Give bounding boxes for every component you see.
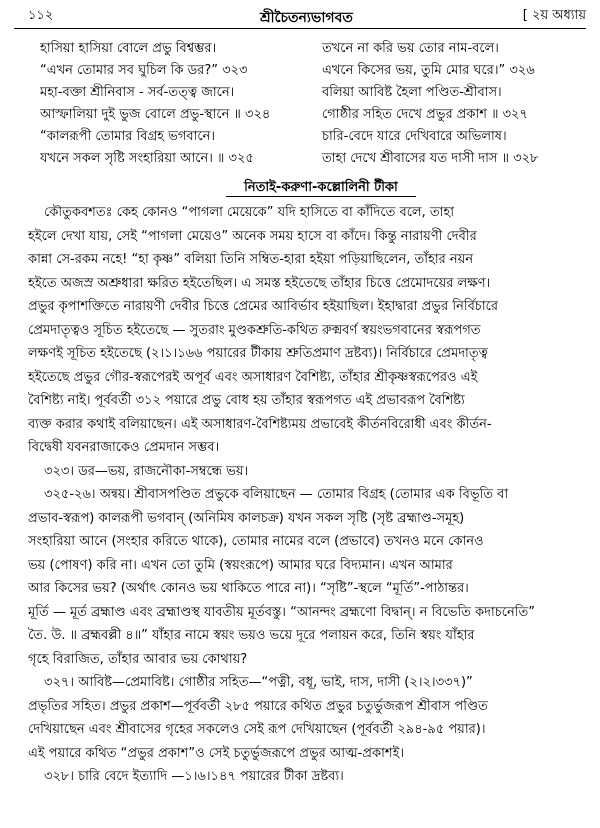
commentary-line-text: গৃহে বিরাজিত, তাঁহার আবার ভয় কোথায়? xyxy=(28,651,248,667)
verse-line xyxy=(0,80,600,102)
commentary-line xyxy=(0,247,600,271)
commentary-line-text: প্রভৃতির সহিত। প্রভুর প্রকাশ—পূর্ববর্তী ২৮৫ পয়ারে কথিত প্রভুর চতুর্ভুজরূপ শ্রীবাস পণ্ডিত xyxy=(28,698,488,714)
commentary-line-text: তৈ. উ. ॥ ব্রহ্মবল্লী ৪॥” যাঁহার নামে স্বয়ং ভয়ও ভয়ে দূরে পলায়ন করে, তিনি স্বয়ং যাঁহার xyxy=(28,628,475,643)
commentary-line xyxy=(0,529,600,553)
verse-left: আস্ফালিয়া দুই ভুজ বোলে প্রভু-স্থানে ॥ ৩২৪ xyxy=(40,107,271,122)
commentary-line xyxy=(0,412,600,436)
commentary-line-text: হইতে অজস্র অশ্রুধারা ক্ষরিত হইতেছিল। এ সমস্ত হইতেছে তাঁহার চিত্তে প্রেমোদয়ের লক্ষণ। xyxy=(28,275,491,291)
verse-right: গোষ্ঠীর সহিত দেখে প্রভুর প্রকাশ ॥ ৩২৭ xyxy=(322,107,528,122)
commentary-line xyxy=(0,318,600,342)
verse-left: “এখন তোমার সব ঘুচিল কি ডর?” ৩২৩ xyxy=(40,63,248,78)
commentary-line xyxy=(0,694,600,718)
commentary-line xyxy=(0,670,600,694)
verse-right: এখনে কিসের ভয়, তুমি মোর ঘরে।” ৩২৬ xyxy=(322,63,535,78)
commentary-line xyxy=(0,576,600,600)
commentary-title-rule xyxy=(226,196,416,197)
verse-left: মহা-বক্তা শ্রীনিবাস - সর্ব-তত্ত্ব জানে। xyxy=(40,85,235,100)
commentary-line xyxy=(0,388,600,412)
commentary-line-text: ব্যক্ত করার কথাই বলিয়াছেন। এই অসাধারণ-বৈশিষ্ট্যময় প্রভাবেই কীর্তনবিরোধী এবং কীর্তন- xyxy=(28,416,492,432)
commentary-line-text: ভয় (পোষণ) করি না। এখন তো তুমি (স্বয়ংরূপে) আমার ঘরে বিদ্যমান। এখন আমার xyxy=(28,557,453,573)
commentary-line xyxy=(0,647,600,671)
verse-block xyxy=(0,36,600,168)
commentary-line-text: ৩২৮। চারি বেদে ইত্যাদি —১।৬।১৪৭ পয়ারের টীকা দ্রষ্টব্য। xyxy=(44,769,344,784)
commentary-line xyxy=(0,741,600,765)
commentary-line-text: কৌতুকবশতঃ কেহ কোনও “পাগলা মেয়েকে” যদি হাসিতে বা কাঁদিতে বলে, তাহা xyxy=(44,205,454,220)
book-title: শ্রীচৈতন্যভাগবত xyxy=(260,10,353,26)
commentary-line xyxy=(0,224,600,248)
commentary-line xyxy=(0,553,600,577)
commentary-line-text: হইলে দেখা যায়, সেই “পাগলা মেয়েও” অনেক সময় হাসে বা কাঁদে। কিন্তু নারায়ণী দেবীর xyxy=(28,228,477,244)
commentary-line-text: ৩২৫-২৬। অন্বয়। শ্রীবাসপণ্ডিত প্রভুকে বলিয়াছেন — তোমার বিগ্রহ (তোমার এক বিভূতি বা xyxy=(44,487,509,502)
verse-left: “কালরূপী তোমার বিগ্রহ ভগবানে। xyxy=(40,129,215,144)
commentary-line xyxy=(0,294,600,318)
commentary-line-text: প্রেমদাতৃত্বও সূচিত হইতেছে — সুতরাং মুণ্ডকশ্রুতি-কথিত রুক্মবর্ণ স্বয়ংভগবানের স্বরূপগত xyxy=(28,322,481,338)
commentary-line-text: এই পয়ারে কথিত “প্রভুর প্রকাশ”ও সেই চতুর্ভুজরূপে প্রভুর আত্ম-প্রকাশই। xyxy=(28,745,404,761)
commentary-line-text: লক্ষণই সূচিত হইতেছে (২।১।১৬৬ পয়ারের টীকায় শ্রুতিপ্রমাণ দ্রষ্টব্য)। নির্বিচারে প্রেমদাতৃত্ব xyxy=(28,346,488,361)
commentary-line-text: সংহারিয়া আনে (সংহার করিতে থাকে), তোমার নামের বলে (প্রভাবে) তখনও মনে কোনও xyxy=(28,534,484,549)
commentary-line-text: আর কিসের ভয়? (অর্থাৎ কোনও ভয় থাকিতে পারে না)। “সৃষ্টি”-স্থলে “মূর্তি”-পাঠান্তর। xyxy=(28,581,469,596)
commentary-line xyxy=(0,341,600,365)
commentary-line xyxy=(0,435,600,459)
commentary-line-text: বিদ্বেষী যবনরাজাকেও প্রেমদান সম্ভব। xyxy=(28,440,220,455)
verse-right: তাহা দেখে শ্রীবাসের যত দাসী দাস ॥ ৩২৮ xyxy=(322,151,539,166)
commentary-line xyxy=(0,600,600,624)
commentary-line-text: প্রভাব-স্বরূপ) কালরূপী ভগবান্ (অনিমিষ কালচক্র) যখন সকল সৃষ্টি (সৃষ্ট ব্রহ্মাণ্ড-সমূহ) xyxy=(28,510,465,526)
verse-right: তখনে না করি ভয় তোর নাম-বলে। xyxy=(322,41,499,56)
verse-line xyxy=(0,36,600,58)
commentary-line-text: ৩২৩। ডর—ভয়, রাজনৌকা-সম্বন্ধে ভয়। xyxy=(44,463,249,479)
commentary-line-text: বৈশিষ্ট্য নাই। পূর্ববর্তী ৩১২ পয়ারে প্রভু বোধ হয় তাঁহার স্বরূপগত এই প্রভাবরূপ বৈশিষ্ট্য xyxy=(28,393,465,408)
header-rule xyxy=(14,28,586,29)
commentary-title: নিতাই-করুণা-কল্লোলিনী টীকা xyxy=(244,180,398,195)
verse-left: হাসিয়া হাসিয়া বোলে প্রভু বিশ্বম্ভর। xyxy=(40,41,217,56)
verse-line xyxy=(0,124,600,146)
chapter-label: [ ২য় অধ্যায় xyxy=(522,8,586,23)
page-number: ১১২ xyxy=(28,8,54,23)
verse-line xyxy=(0,146,600,168)
commentary-line-text: প্রভুর কৃপাশক্তিতে নারায়ণী দেবীর চিত্তে প্রেমের আবির্ভাব হইয়াছিল। ইহাদ্বারা প্রভুর নির্বিচারে xyxy=(28,299,498,314)
commentary-line xyxy=(0,506,600,530)
verse-left: যখনে সকল সৃষ্টি সংহারিয়া আনে। ॥ ৩২৫ xyxy=(40,151,254,166)
commentary-line xyxy=(0,482,600,506)
commentary-line-text: হইতেছে প্রভুর গৌর-স্বরূপেরই অপূর্ব এবং অসাধারণ বৈশিষ্ট্য, তাঁহার শ্রীকৃষ্ণস্বরূপেরও এই xyxy=(28,369,478,385)
commentary-line xyxy=(0,459,600,483)
verse-line xyxy=(0,102,600,124)
commentary-line xyxy=(0,271,600,295)
commentary-line xyxy=(0,717,600,741)
commentary-line xyxy=(0,365,600,389)
verse-right: বলিয়া আবিষ্ট হৈলা পণ্ডিত-শ্রীবাস। xyxy=(322,85,502,100)
page-header xyxy=(28,4,586,28)
verse-right: চারি-বেদে যারে দেখিবারে অভিলাষ। xyxy=(322,129,507,144)
commentary-body xyxy=(0,200,600,788)
commentary-line xyxy=(0,764,600,788)
commentary-line-text: কান্না সে-রকম নহে! “হা কৃষ্ণ” বলিয়া তিনি সম্বিত-হারা হইয়া পড়িয়াছিলেন, তাঁহার নয়ন xyxy=(28,252,474,267)
commentary-line xyxy=(0,200,600,224)
commentary-line xyxy=(0,623,600,647)
verse-line xyxy=(0,58,600,80)
commentary-line-text: মূর্তি — মূর্ত ব্রহ্মাণ্ড এবং ব্রহ্মাণ্ডস্থ যাবতীয় মূর্তবস্তু। “আনন্দং ব্রহ্মণো বিদ্বান্। ন বিভেতি কদাচনেতি” xyxy=(28,604,535,620)
commentary-line-text: ৩২৭। আবিষ্ট—প্রেমাবিষ্ট। গোষ্ঠীর সহিত—“পত্নী, বধূ, ভাই, দাস, দাসী (২।২।৩৩৭)” xyxy=(44,675,473,690)
commentary-line-text: দেখিয়াছেন এবং শ্রীবাসের গৃহের সকলেও সেই রূপ দেখিয়াছেন (পূর্ববর্তী ২৯৪-৯৫ পয়ার)। xyxy=(28,722,486,737)
